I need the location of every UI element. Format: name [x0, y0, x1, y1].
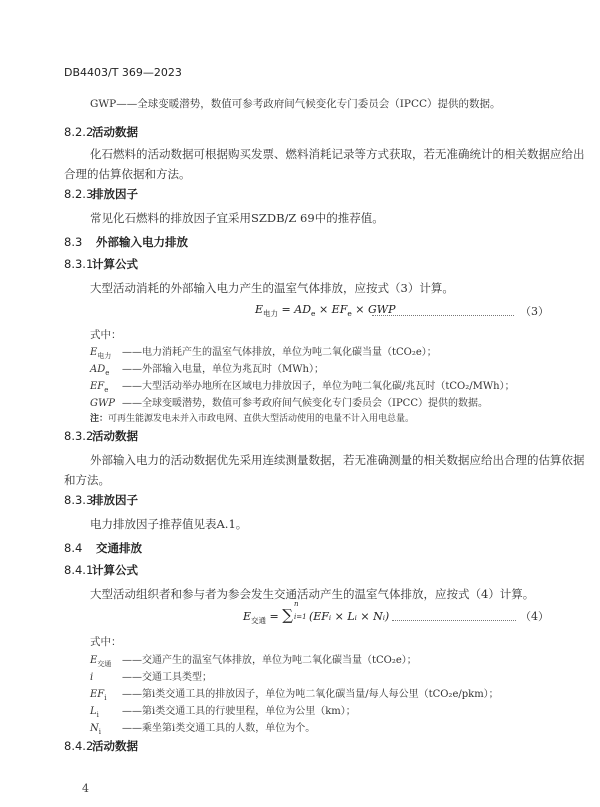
paragraph: 化石燃料的活动数据可根据购买发票、燃料消耗记录等方式获取，若无准确统计的相关数据应给出: [90, 147, 585, 161]
sum-lower-limit: i=1: [293, 613, 307, 621]
paragraph: 常见化石燃料的排放因子宜采用SZDB/Z 69中的推荐值。: [90, 211, 384, 225]
definition-text: ——乘坐第i类交通工具的人数，单位为个。: [122, 723, 316, 734]
formula-subscript: e: [311, 309, 316, 319]
section-title: 排放因子: [92, 187, 138, 201]
section-8-3-3-heading: [64, 492, 138, 508]
section-8-3-heading: [64, 234, 188, 250]
section-title: 计算公式: [92, 563, 138, 577]
formula-4: $E_{交通}$ = ∑ n i=1 (EFᵢ × Lᵢ × Nᵢ): [243, 600, 390, 626]
definition-row: [90, 702, 356, 719]
section-number: 8.3.3: [64, 493, 94, 507]
definition-row: [90, 668, 212, 685]
definition-text: ——电力消耗产生的温室气体排放，单位为吨二氧化碳当量（tCO₂e）；: [122, 347, 437, 358]
formula-subscript: 交通: [251, 616, 267, 626]
formula-term: (EFᵢ × Lᵢ × Nᵢ): [308, 610, 390, 623]
definition-row: [90, 360, 324, 377]
definition-text: ——外部输入电量，单位为兆瓦时（MWh）；: [122, 364, 324, 375]
section-title: 计算公式: [92, 257, 138, 271]
formula-term: = AD: [281, 303, 312, 316]
definition-symbol: GWP: [90, 398, 115, 409]
definition-row: [90, 394, 488, 411]
definition-symbol: $E_{电力}$: [90, 347, 112, 360]
section-number: 8.4: [64, 541, 83, 555]
equation-number: （4）: [520, 610, 549, 623]
definition-symbol: $N_i$: [90, 723, 101, 736]
gwp-definition-line: GWP——全球变暖潜势，数值可参考政府间气候变化专门委员会（IPCC）提供的数据。: [90, 98, 501, 110]
section-8-3-1-heading: [64, 256, 138, 272]
equation-number: （3）: [520, 305, 549, 318]
leader-dots: [392, 620, 516, 621]
paragraph-continuation: 合理的估算依据和方法。: [64, 167, 191, 181]
definition-symbol: $L_i$: [90, 706, 99, 719]
section-8-2-3-heading: [64, 186, 138, 202]
definition-row: [90, 685, 499, 702]
section-8-4-2-heading: [64, 738, 138, 754]
definition-row: [90, 343, 437, 361]
definition-symbol: $AD_e$: [90, 364, 110, 377]
formula-subscript: e: [347, 309, 352, 319]
definition-text: ——第i类交通工具的行驶里程，单位为公里（km）；: [122, 706, 356, 717]
section-number: 8.2.2: [64, 125, 94, 139]
leader-dots: [372, 315, 514, 316]
definition-symbol: $E_{交通}$: [90, 655, 112, 668]
definition-row: [90, 651, 417, 669]
section-title: 活动数据: [92, 125, 138, 139]
paragraph: 大型活动消耗的外部输入电力产生的温室气体排放，应按式（3）计算。: [90, 281, 454, 295]
definition-row: [90, 719, 315, 736]
paragraph: 大型活动组织者和参与者为参会发生交通活动产生的温室气体排放，应按式（4）计算。: [90, 587, 535, 601]
where-label: 式中：: [90, 329, 122, 341]
summation-sign: ∑: [282, 606, 293, 624]
section-8-2-2-heading: [64, 124, 138, 140]
formula-symbol: E: [255, 303, 264, 316]
section-title: 排放因子: [92, 493, 138, 507]
section-title: 外部输入电力排放: [96, 235, 188, 249]
note-text: 可再生能源发电未并入市政电网、直供大型活动使用的电量不计入用电总量。: [108, 414, 415, 424]
summation-limits: [293, 600, 309, 621]
section-8-3-2-heading: [64, 428, 138, 444]
section-number: 8.3.1: [64, 257, 94, 271]
sum-upper-limit: n: [293, 600, 299, 608]
definition-text: ——大型活动举办地所在区域电力排放因子，单位为吨二氧化碳/兆瓦时（tCO₂/MWh）；: [122, 381, 515, 392]
definition-row: [90, 377, 515, 394]
formula-3: [255, 303, 396, 319]
note-label: 注：: [90, 414, 109, 424]
note: [90, 411, 414, 424]
formula-term: × EF: [315, 303, 348, 316]
definition-text: ——第i类交通工具的排放因子，单位为吨二氧化碳当量/每人每公里（tCO₂e/pkm）；: [122, 689, 499, 700]
section-title: 活动数据: [92, 429, 138, 443]
definition-text: ——全球变暖潜势，数值可参考政府间气候变化专门委员会（IPCC）提供的数据。: [122, 398, 488, 409]
document-id-header: DB4403/T 369—2023: [64, 66, 182, 79]
definition-symbol: i: [90, 672, 94, 683]
formula-symbol: E: [243, 610, 252, 623]
definition-symbol: $EF_e$: [90, 381, 109, 394]
definition-text: ——交通工具类型；: [122, 672, 212, 683]
paragraph: 外部输入电力的活动数据优先采用连续测量数据，若无准确测量的相关数据应给出合理的估算依据: [90, 453, 585, 467]
section-title: 交通排放: [96, 541, 142, 555]
definition-text: ——交通产生的温室气体排放，单位为吨二氧化碳当量（tCO₂e）；: [122, 655, 417, 666]
section-title: 活动数据: [92, 739, 138, 753]
formula-subscript: 电力: [263, 309, 279, 319]
section-8-4-1-heading: [64, 562, 138, 578]
section-8-4-heading: [64, 540, 142, 556]
definition-symbol: $EF_i$: [90, 689, 107, 702]
where-label: 式中：: [90, 636, 122, 648]
section-number: 8.3: [64, 235, 83, 249]
paragraph: 电力排放因子推荐值见表A.1。: [90, 517, 248, 531]
page-number: 4: [82, 782, 89, 795]
section-number: 8.4.2: [64, 739, 94, 753]
section-number: 8.2.3: [64, 187, 94, 201]
section-number: 8.3.2: [64, 429, 94, 443]
formula-term: × GWP: [351, 303, 396, 316]
paragraph-continuation: 和方法。: [64, 473, 110, 487]
section-number: 8.4.1: [64, 563, 94, 577]
